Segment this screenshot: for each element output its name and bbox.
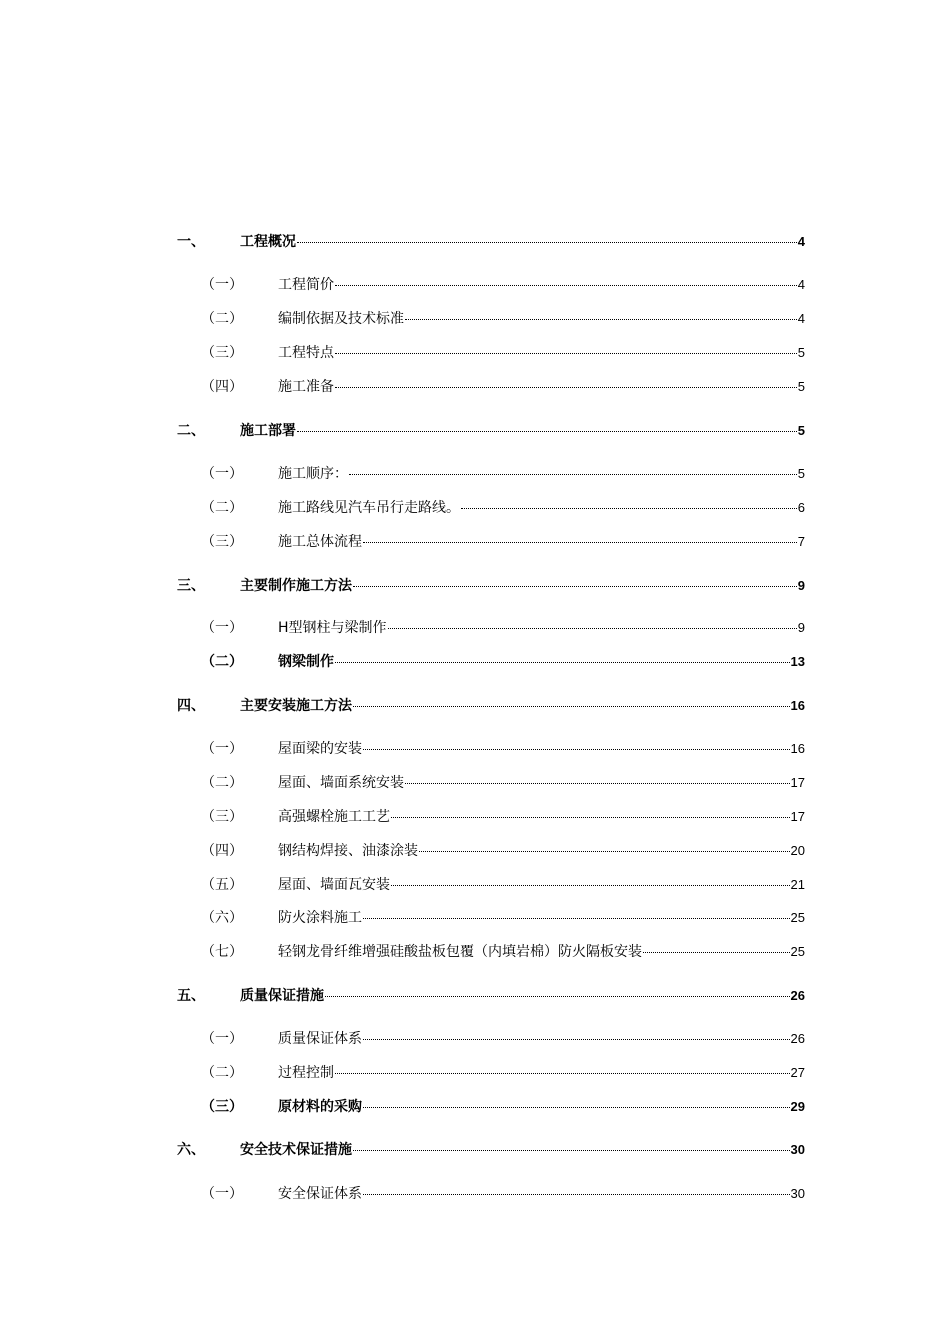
dot-leader	[363, 748, 790, 750]
toc-section-entry[interactable]	[0, 462, 950, 486]
toc-entry-line	[278, 906, 805, 930]
toc-entry-number: 三、	[177, 578, 205, 594]
toc-entry-title: 工程简价	[278, 277, 334, 293]
toc-entry-number: （二）	[201, 311, 243, 327]
toc-entry-line	[278, 1027, 805, 1051]
toc-entry-title: 高强螺栓施工工艺	[278, 809, 390, 825]
toc-chapter-entry[interactable]	[0, 984, 950, 1008]
toc-entry-title: 施工总体流程	[278, 534, 362, 550]
toc-entry-line	[278, 341, 805, 365]
toc-entry-title: H型钢柱与梁制作	[278, 620, 387, 636]
toc-entry-number: （三）	[201, 809, 243, 825]
toc-entry-title: 安全保证体系	[278, 1186, 362, 1202]
toc-section-entry[interactable]	[0, 273, 950, 297]
toc-entry-line	[278, 805, 805, 829]
toc-section-entry[interactable]	[0, 307, 950, 331]
dot-leader	[363, 1193, 790, 1195]
toc-entry-title: 防火涂料施工	[278, 910, 362, 926]
toc-entry-line	[240, 1138, 805, 1162]
dot-leader	[353, 585, 797, 587]
toc-entry-title: 钢结构焊接、油漆涂装	[278, 843, 418, 859]
dot-leader	[461, 507, 797, 509]
toc-page-number: 25	[790, 910, 805, 925]
toc-entry-title: 屋面梁的安装	[278, 741, 362, 757]
toc-page-number: 29	[790, 1099, 805, 1114]
toc-chapter-entry[interactable]	[0, 694, 950, 718]
toc-entry-number: 四、	[177, 698, 205, 714]
dot-leader	[419, 850, 790, 852]
toc-page-number: 17	[790, 809, 805, 824]
toc-entry-line	[278, 1182, 805, 1206]
toc-chapter-entry[interactable]	[0, 419, 950, 443]
toc-entry-title: 主要安装施工方法	[240, 698, 352, 714]
toc-entry-number: （三）	[201, 1099, 243, 1115]
toc-section-entry[interactable]	[0, 839, 950, 863]
dot-leader	[643, 951, 790, 953]
toc-entry-number: 六、	[177, 1142, 205, 1158]
toc-entry-title: 安全技术保证措施	[240, 1142, 352, 1158]
dot-leader	[335, 1072, 790, 1074]
dot-leader	[405, 782, 790, 784]
dot-leader	[388, 627, 797, 629]
dot-leader	[353, 705, 790, 707]
dot-leader	[349, 473, 797, 475]
toc-entry-number: （一）	[201, 620, 243, 636]
toc-entry-title: 施工顺序：	[278, 466, 348, 482]
toc-section-entry[interactable]	[0, 1061, 950, 1085]
toc-entry-line	[278, 940, 805, 964]
toc-page-number: 26	[790, 1031, 805, 1046]
toc-page-number: 25	[790, 944, 805, 959]
toc-page-number: 13	[790, 654, 805, 669]
toc-entry-title: 轻钢龙骨纤维增强硅酸盐板包覆（内填岩棉）防火隔板安装	[278, 944, 642, 960]
dot-leader	[391, 816, 790, 818]
toc-chapter-entry[interactable]	[0, 574, 950, 598]
toc-entry-title: 施工部署	[240, 423, 296, 439]
dot-leader	[335, 352, 797, 354]
toc-entry-number: 五、	[177, 988, 205, 1004]
toc-section-entry[interactable]	[0, 737, 950, 761]
toc-entry-line	[278, 616, 805, 640]
toc-entry-number: （一）	[201, 1031, 243, 1047]
toc-entry-number: （二）	[201, 654, 243, 670]
toc-page-number: 17	[790, 775, 805, 790]
toc-entry-line	[278, 873, 805, 897]
toc-page-number: 4	[797, 277, 805, 292]
toc-entry-number: （六）	[201, 910, 243, 926]
toc-entry-title: 施工准备	[278, 379, 334, 395]
toc-entry-number: （四）	[201, 843, 243, 859]
toc-entry-number: （七）	[201, 944, 243, 960]
toc-page-number: 30	[790, 1142, 805, 1157]
toc-section-entry[interactable]	[0, 1182, 950, 1206]
toc-section-entry[interactable]	[0, 873, 950, 897]
toc-section-entry[interactable]	[0, 650, 950, 674]
dot-leader	[363, 1106, 790, 1108]
toc-entry-number: （一）	[201, 1186, 243, 1202]
toc-section-entry[interactable]	[0, 906, 950, 930]
toc-section-entry[interactable]	[0, 375, 950, 399]
toc-section-entry[interactable]	[0, 1095, 950, 1119]
toc-section-entry[interactable]	[0, 771, 950, 795]
dot-leader	[335, 386, 797, 388]
toc-entry-title: 屋面、墙面系统安装	[278, 775, 404, 791]
toc-entry-line	[278, 737, 805, 761]
toc-entry-title: 屋面、墙面瓦安装	[278, 877, 390, 893]
toc-section-entry[interactable]	[0, 530, 950, 554]
toc-entry-number: （二）	[201, 1065, 243, 1081]
toc-page-number: 4	[797, 234, 805, 249]
toc-page-number: 5	[797, 345, 805, 360]
toc-entry-line	[278, 1095, 805, 1119]
toc-entry-line	[240, 694, 805, 718]
toc-entry-line	[278, 375, 805, 399]
toc-page-number: 9	[797, 620, 805, 635]
toc-entry-line	[240, 419, 805, 443]
toc-entry-line	[240, 230, 805, 254]
toc-entry-number: 一、	[177, 234, 205, 250]
dot-leader	[325, 995, 790, 997]
toc-entry-title: 施工路线见汽车吊行走路线。	[278, 500, 460, 516]
toc-entry-line	[278, 839, 805, 863]
dot-leader	[405, 318, 797, 320]
toc-entry-line	[278, 307, 805, 331]
dot-leader	[297, 241, 797, 243]
toc-entry-title: 工程特点	[278, 345, 334, 361]
dot-leader	[335, 661, 790, 663]
toc-entry-number: （三）	[201, 534, 243, 550]
toc-entry-number: （五）	[201, 877, 243, 893]
toc-page-number: 30	[790, 1186, 805, 1201]
dot-leader	[391, 884, 790, 886]
dot-leader	[363, 541, 797, 543]
toc-entry-number: （三）	[201, 345, 243, 361]
toc-page-number: 5	[797, 423, 805, 438]
toc-page-number: 16	[790, 698, 805, 713]
toc-entry-title: 钢梁制作	[278, 654, 334, 670]
toc-chapter-entry[interactable]	[0, 1138, 950, 1162]
toc-entry-number: （二）	[201, 500, 243, 516]
toc-page-number: 6	[797, 500, 805, 515]
toc-entry-line	[240, 574, 805, 598]
toc-entry-line	[278, 1061, 805, 1085]
toc-entry-title: 工程概况	[240, 234, 296, 250]
toc-page-number: 5	[797, 379, 805, 394]
toc-entry-number: （二）	[201, 775, 243, 791]
toc-entry-number: （一）	[201, 741, 243, 757]
toc-entry-number: 二、	[177, 423, 205, 439]
toc-entry-number: （一）	[201, 466, 243, 482]
toc-page-number: 9	[797, 578, 805, 593]
toc-entry-line	[278, 650, 805, 674]
toc-page-number: 21	[790, 877, 805, 892]
toc-entry-title: 质量保证体系	[278, 1031, 362, 1047]
toc-entry-line	[278, 462, 805, 486]
toc-page-number: 7	[797, 534, 805, 549]
toc-page-number: 5	[797, 466, 805, 481]
toc-entry-title: 质量保证措施	[240, 988, 324, 1004]
toc-section-entry[interactable]	[0, 496, 950, 520]
toc-page-number: 4	[797, 311, 805, 326]
toc-entry-title: 原材料的采购	[278, 1099, 362, 1115]
toc-page-number: 26	[790, 988, 805, 1003]
dot-leader	[297, 430, 797, 432]
toc-entry-line	[278, 771, 805, 795]
toc-page-number: 16	[790, 741, 805, 756]
toc-entry-title: 主要制作施工方法	[240, 578, 352, 594]
toc-section-entry[interactable]	[0, 805, 950, 829]
dot-leader	[335, 284, 797, 286]
toc-entry-line	[278, 273, 805, 297]
toc-entry-line	[240, 984, 805, 1008]
toc-page-number: 20	[790, 843, 805, 858]
toc-section-entry[interactable]	[0, 940, 950, 964]
toc-chapter-entry[interactable]	[0, 230, 950, 254]
toc-entry-title: 过程控制	[278, 1065, 334, 1081]
toc-entry-line	[278, 530, 805, 554]
toc-entry-number: （一）	[201, 277, 243, 293]
toc-section-entry[interactable]	[0, 1027, 950, 1051]
toc-section-entry[interactable]	[0, 341, 950, 365]
toc-entry-number: （四）	[201, 379, 243, 395]
toc-section-entry[interactable]	[0, 616, 950, 640]
toc-entry-title: 编制依据及技术标准	[278, 311, 404, 327]
dot-leader	[363, 1038, 790, 1040]
dot-leader	[353, 1149, 790, 1151]
dot-leader	[363, 917, 790, 919]
toc-entry-line	[278, 496, 805, 520]
toc-page-number: 27	[790, 1065, 805, 1080]
